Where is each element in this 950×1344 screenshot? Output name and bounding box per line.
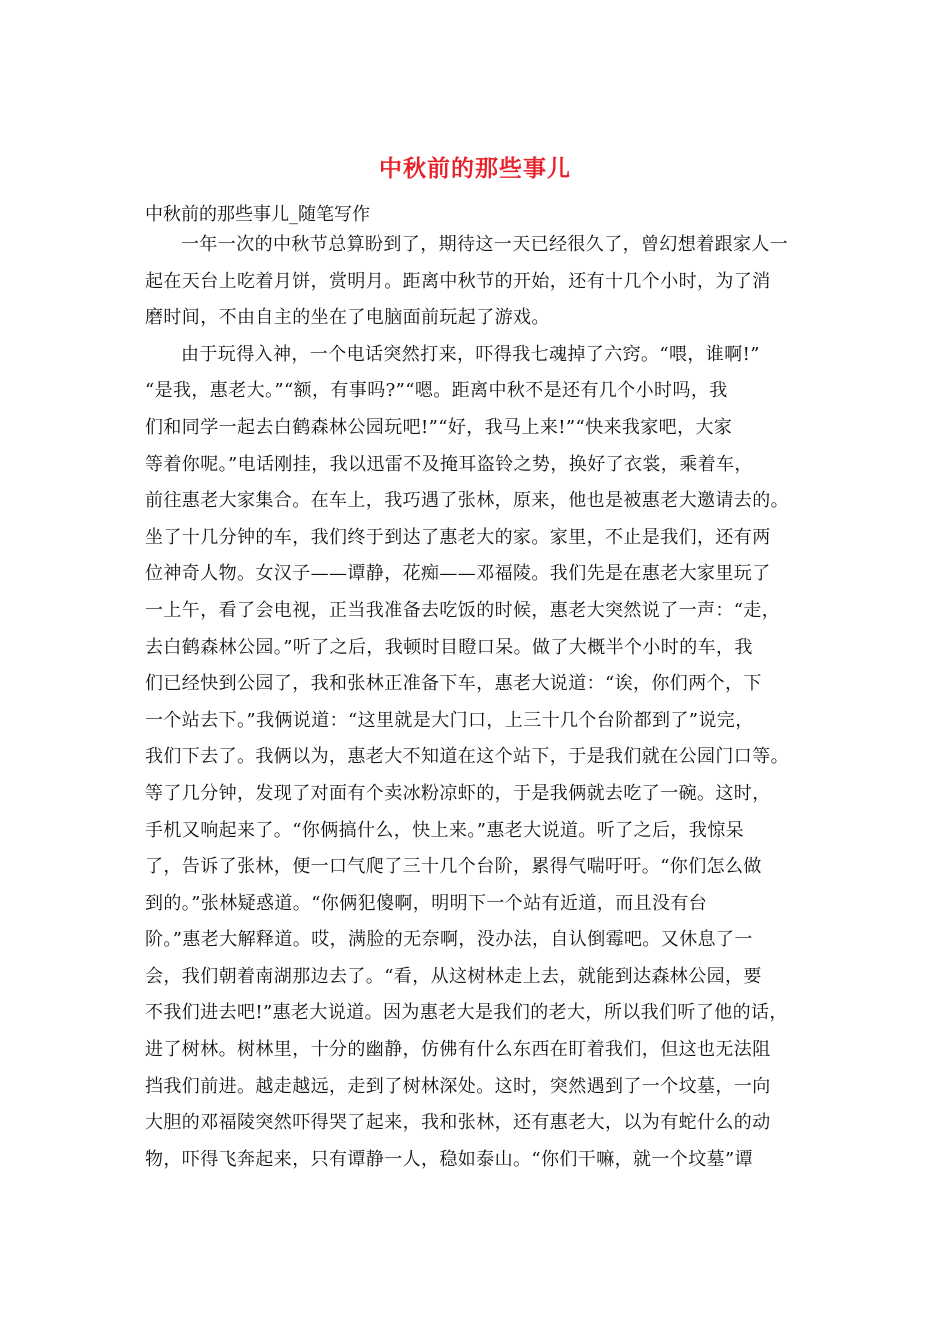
body-line: 了，告诉了张林，便一口气爬了三十几个台阶，累得气喘吁吁。“你们怎么做 (145, 856, 762, 878)
body-line: 阶。”惠老大解释道。哎，满脸的无奈啊，没办法，自认倒霉吧。又休息了一 (145, 929, 753, 951)
body-line: 由于玩得入神，一个电话突然打来，吓得我七魂掉了六窍。“喂，谁啊!” (181, 343, 760, 365)
body-line: 一上午，看了会电视，正当我准备去吃饭的时候，惠老大突然说了一声：“走， (145, 599, 781, 621)
body-line: 挡我们前进。越走越远，走到了树林深处。这时，突然遇到了一个坟墓，一向 (145, 1075, 771, 1097)
body-line: 手机又响起来了。“你俩搞什么，快上来。”惠老大说道。听了之后，我惊呆 (145, 819, 745, 841)
body-line: 到的。”张林疑惑道。“你俩犯傻啊，明明下一个站有近道，而且没有台 (145, 892, 708, 914)
body-line: “是我，惠老大。”“额，有事吗?”“嗯。距离中秋不是还有几个小时吗，我 (145, 380, 728, 402)
body-line: 坐了十几分钟的车，我们终于到达了惠老大的家。家里，不止是我们，还有两 (145, 526, 771, 548)
body-line: 磨时间，不由自主的坐在了电脑面前玩起了游戏。 (145, 307, 550, 329)
body-line: 一年一次的中秋节总算盼到了，期待这一天已经很久了，曾幻想着跟家人一 (181, 234, 789, 255)
document-title: 中秋前的那些事儿 (379, 156, 571, 182)
body-line: 我们下去了。我俩以为，惠老大不知道在这个站下，于是我们就在公园门口等。 (145, 746, 789, 768)
body-line: 前往惠老大家集合。在车上，我巧遇了张林，原来，他也是被惠老大邀请去的。 (145, 490, 789, 512)
body-line: 去白鹤森林公园。”听了之后，我顿时目瞪口呆。做了大概半个小时的车，我 (145, 636, 753, 658)
body-line: 们已经快到公园了，我和张林正准备下车，惠老大说道：“诶，你们两个，下 (145, 673, 762, 695)
document-subtitle: 中秋前的那些事儿_随笔写作 (145, 204, 370, 225)
body-line: 大胆的邓福陵突然吓得哭了起来，我和张林，还有惠老大，以为有蛇什么的动 (145, 1112, 771, 1134)
document-body (145, 232, 825, 1183)
body-line: 等着你呢。”电话刚挂，我以迅雷不及掩耳盗铃之势，换好了衣裳，乘着车， (145, 453, 753, 475)
body-line: 不我们进去吧!”惠老大说道。因为惠老大是我们的老大，所以我们听了他的话， (145, 1002, 788, 1024)
body-line: 等了几分钟，发现了对面有个卖冰粉凉虾的，于是我俩就去吃了一碗。这时， (145, 782, 771, 804)
body-line: 们和同学一起去白鹤森林公园玩吧!”“好，我马上来!”“快来我家吧，大家 (145, 416, 733, 438)
body-line: 进了树林。树林里，十分的幽静，仿佛有什么东西在盯着我们，但这也无法阻 (145, 1039, 771, 1061)
body-line: 起在天台上吃着月饼，赏明月。距离中秋节的开始，还有十几个小时，为了消 (145, 270, 771, 292)
body-line: 会，我们朝着南湖那边去了。“看，从这树林走上去，就能到达森林公园，要 (145, 965, 762, 987)
body-line: 一个站去下。”我俩说道：“这里就是大门口，上三十几个台阶都到了”说完， (145, 709, 754, 731)
body-line: 位神奇人物。女汉子——谭静，花痴——邓福陵。我们先是在惠老大家里玩了 (145, 563, 771, 585)
body-line: 物，吓得飞奔起来，只有谭静一人，稳如泰山。“你们干嘛，就一个坟墓”谭 (145, 1148, 754, 1170)
